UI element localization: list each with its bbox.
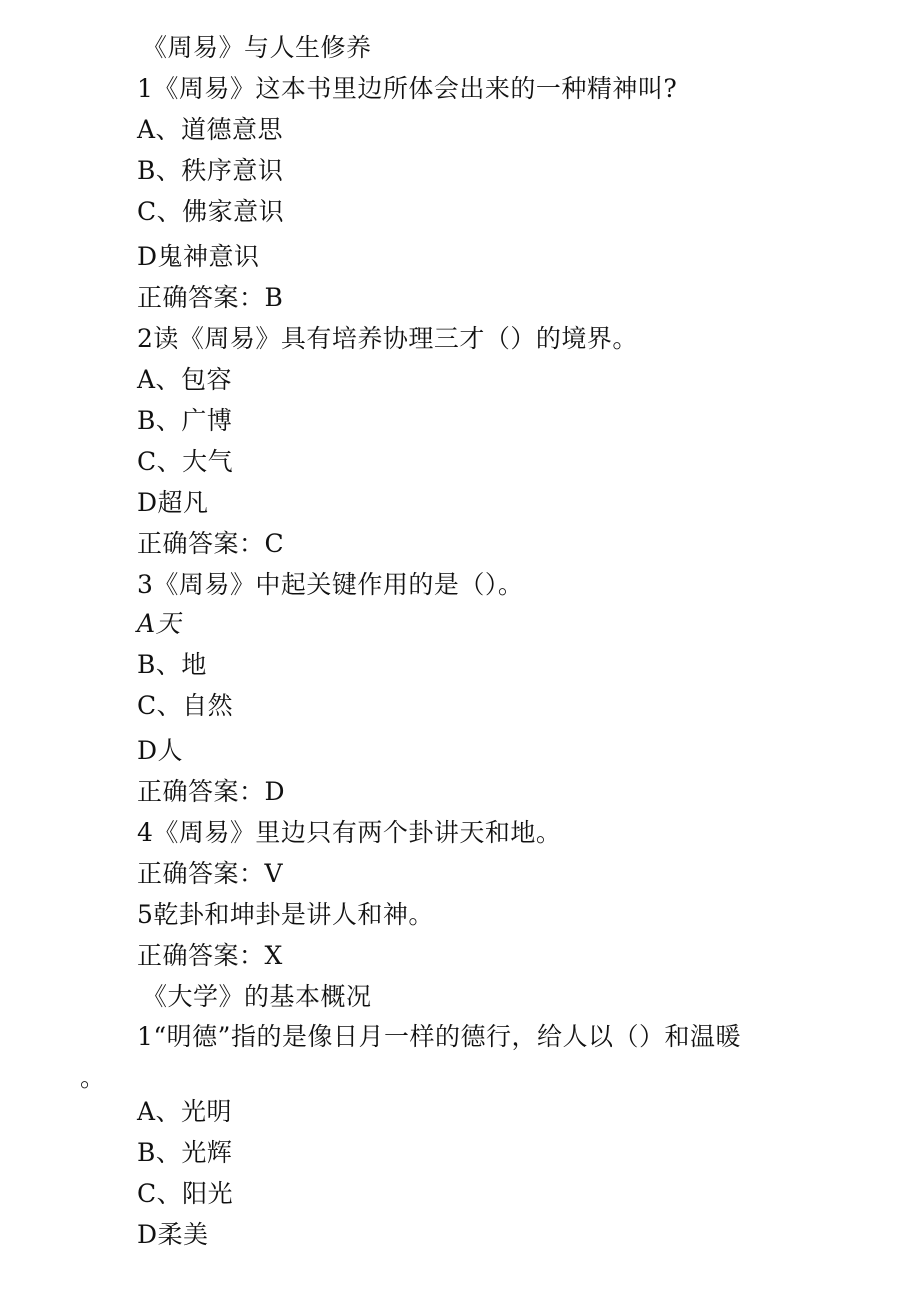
question-text: 1“明德”指的是像日月一样的德行，给人以（）和温暖: [137, 1022, 741, 1051]
option-b: B、秩序意识: [137, 156, 284, 185]
option-a: A、包容: [137, 365, 233, 394]
question-text: 4《周易》里边只有两个卦讲天和地。: [137, 818, 562, 847]
option-d: D柔美: [137, 1220, 209, 1249]
option-d: D超凡: [137, 488, 209, 517]
answer-text: 正确答案：B: [137, 283, 284, 312]
question-text: 1《周易》这本书里边所体会出来的一种精神叫?: [137, 74, 678, 103]
option-c: C、佛家意识: [137, 197, 285, 226]
option-b: B、地: [137, 650, 207, 679]
option-c: C、自然: [137, 691, 234, 720]
option-b: B、光辉: [137, 1138, 233, 1167]
option-c: C、阳光: [137, 1179, 234, 1208]
option-b: B、广博: [137, 406, 233, 435]
option-a: A天: [137, 609, 182, 638]
option-d: D人: [137, 736, 184, 765]
question-text-continuation: 。: [80, 1063, 106, 1092]
answer-text: 正确答案：D: [137, 777, 286, 806]
answer-text: 正确答案：X: [137, 941, 283, 970]
option-a: A、光明: [137, 1097, 233, 1126]
question-text: 3《周易》中起关键作用的是（）。: [137, 570, 524, 599]
option-a: A、道德意思: [137, 115, 284, 144]
option-c: C、大气: [137, 447, 234, 476]
question-text: 5乾卦和坤卦是讲人和神。: [137, 900, 434, 929]
option-d: D鬼神意识: [137, 242, 260, 271]
section-title: 《大学》的基本概况: [142, 982, 372, 1011]
section-title: 《周易》与人生修养: [142, 33, 372, 62]
answer-text: 正确答案：C: [137, 529, 285, 558]
answer-text: 正确答案：V: [137, 859, 284, 888]
question-text: 2读《周易》具有培养协理三才（）的境界。: [137, 324, 638, 353]
